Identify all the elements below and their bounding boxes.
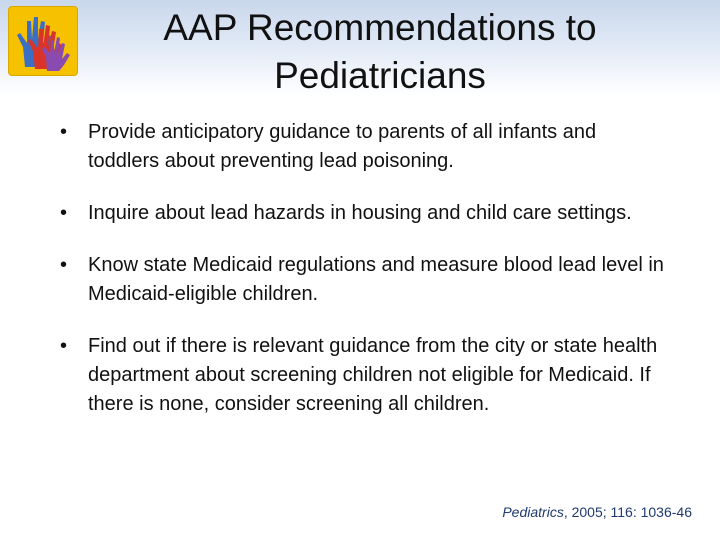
citation-journal: Pediatrics (502, 504, 564, 520)
bullet-text: Inquire about lead hazards in housing and child care settings. (88, 202, 632, 224)
bullet-item (60, 251, 670, 309)
title-line-2: Pediatricians (274, 55, 486, 96)
slide-title (90, 4, 670, 100)
bullet-marker: • (60, 121, 68, 143)
bullet-text: Provide anticipatory guidance to parents of all infants and toddlers about preventing lead poisoning. (88, 121, 597, 172)
bullet-marker: • (60, 202, 68, 224)
bullet-marker: • (60, 254, 68, 276)
bullet-text: Find out if there is relevant guidance from the city or state health department about screening children not eligible for Medicaid. If there is none, consider screening all children. (88, 335, 658, 415)
title-line-1: AAP Recommendations to (163, 7, 597, 48)
citation (502, 504, 692, 520)
hands-logo-icon (8, 6, 78, 76)
bullet-item (60, 332, 670, 419)
bullet-marker: • (60, 335, 68, 357)
bullet-text: Know state Medicaid regulations and measure blood lead level in Medicaid-eligible children. (88, 254, 664, 305)
bullet-item (60, 199, 670, 228)
citation-details: , 2005; 116: 1036-46 (563, 504, 692, 520)
bullet-list (60, 118, 670, 419)
bullet-item (60, 118, 670, 176)
